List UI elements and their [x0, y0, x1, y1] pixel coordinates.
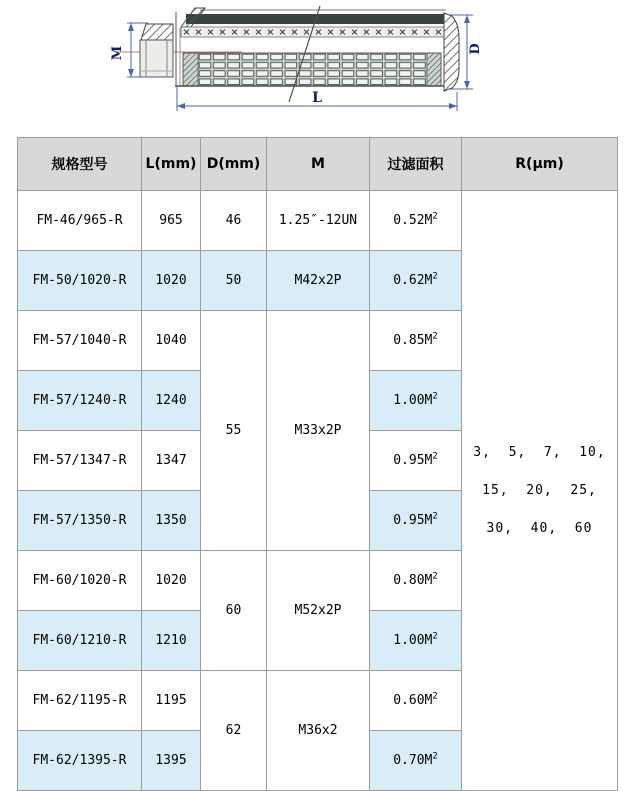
cell-model: FM-57/1350-R [18, 491, 142, 551]
cell-model: FM-62/1195-R [18, 671, 142, 731]
cell-area: $0.62M^2$ [370, 251, 462, 311]
cell-length: 1350 [142, 491, 201, 551]
end-cap [444, 13, 459, 91]
dimension-m-label: M [110, 45, 125, 61]
cell-diameter: 60 [201, 551, 267, 671]
cell-model: FM-57/1347-R [18, 431, 142, 491]
micron-line: 15, 20, 25, [482, 482, 597, 498]
cell-thread: M52x2P [267, 551, 370, 671]
cell-length: 1240 [142, 371, 201, 431]
cell-diameter: 55 [201, 311, 267, 551]
dimension-l [177, 87, 457, 111]
cell-thread: M36x2 [267, 671, 370, 791]
cell-model: FM-62/1395-R [18, 731, 142, 791]
cell-length: 1347 [142, 431, 201, 491]
micron-line: 30, 40, 60 [486, 520, 593, 536]
cell-area: $1.00M^2$ [370, 611, 462, 671]
cell-area: $0.70M^2$ [370, 731, 462, 791]
thread-fitting [140, 24, 173, 77]
cell-area: $0.52M^2$ [370, 191, 462, 251]
header-row [18, 138, 618, 191]
cell-length: 1040 [142, 311, 201, 371]
col-header-diameter: D(mm) [201, 138, 267, 191]
spec-table [17, 137, 618, 791]
cell-length: 1195 [142, 671, 201, 731]
cell-area: $0.95M^2$ [370, 491, 462, 551]
cell-model: FM-50/1020-R [18, 251, 142, 311]
cell-thread: M42x2P [267, 251, 370, 311]
cell-area: $0.80M^2$ [370, 551, 462, 611]
cell-model: FM-60/1210-R [18, 611, 142, 671]
dimension-l-label: L [312, 90, 322, 106]
micron-line: 3, 5, 7, 10, [473, 444, 606, 460]
cell-length: 1210 [142, 611, 201, 671]
cell-area: $0.85M^2$ [370, 311, 462, 371]
col-header-length: L(mm) [142, 138, 201, 191]
cell-micron [462, 191, 618, 791]
technical-drawing-svg [0, 0, 634, 132]
cell-area: $0.95M^2$ [370, 431, 462, 491]
cell-length: 1020 [142, 251, 201, 311]
cell-diameter: 50 [201, 251, 267, 311]
cell-diameter: 46 [201, 191, 267, 251]
cell-thread: 1.25″-12UN [267, 191, 370, 251]
dimension-d-label: D [468, 43, 483, 55]
table-row [18, 191, 618, 251]
mesh [183, 53, 441, 86]
col-header-thread: M [267, 138, 370, 191]
cell-model: FM-57/1240-R [18, 371, 142, 431]
cell-thread: M33x2P [267, 311, 370, 551]
cell-length: 1395 [142, 731, 201, 791]
col-header-model: 规格型号 [18, 138, 142, 191]
col-header-area: 过滤面积 [370, 138, 462, 191]
cell-area: $0.60M^2$ [370, 671, 462, 731]
cell-model: FM-60/1020-R [18, 551, 142, 611]
cell-length: 1020 [142, 551, 201, 611]
filter-element-drawing [0, 0, 634, 132]
cell-diameter: 62 [201, 671, 267, 791]
cell-length: 965 [142, 191, 201, 251]
cell-model: FM-46/965-R [18, 191, 142, 251]
cell-model: FM-57/1040-R [18, 311, 142, 371]
cell-area: $1.00M^2$ [370, 371, 462, 431]
col-header-micron: R(μm) [462, 138, 618, 191]
